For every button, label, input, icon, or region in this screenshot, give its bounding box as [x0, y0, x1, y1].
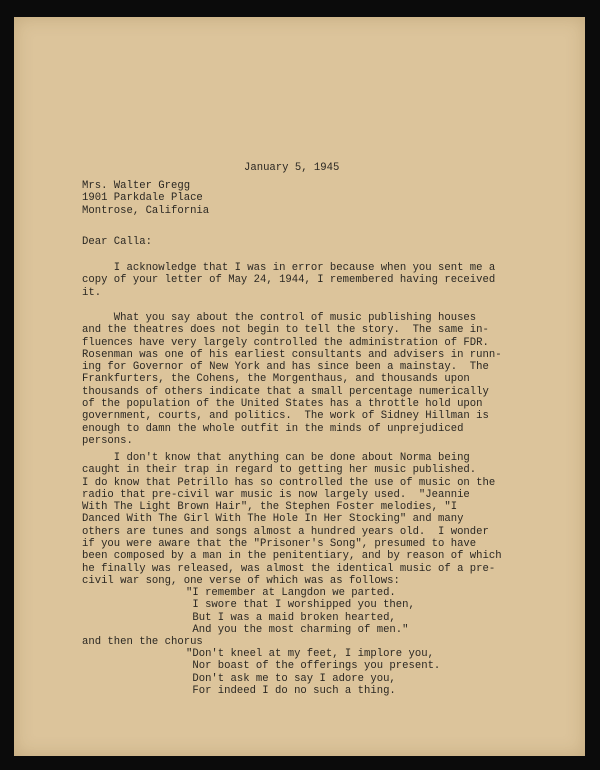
verse-line: Nor boast of the offerings you present. — [186, 660, 441, 673]
text-line: Danced With The Girl With The Hole In Her Stocking" and many — [82, 513, 464, 526]
text-line: fluences have very largely controlled the administration of FDR. — [82, 336, 489, 349]
verse-line: For indeed I do no such a thing. — [186, 684, 396, 697]
letter-date: January 5, 1945 — [244, 162, 340, 174]
text-line: Frankfurters, the Cohens, the Morgenthaus, and thousands upon — [82, 373, 470, 386]
recipient-address — [82, 180, 209, 217]
text-line: he finally was released, was almost the identical music of a pre- — [82, 562, 496, 575]
text-line: if you were aware that the "Prisoner's Song", presumed to have — [82, 538, 477, 551]
paragraph-3 — [82, 452, 502, 587]
paragraph-1 — [82, 262, 495, 299]
verse-line: I swore that I worshipped you then, — [186, 599, 415, 612]
song-verse — [186, 587, 415, 636]
text-line: been composed by a man in the penitentiary, and by reason of which — [82, 550, 502, 563]
text-line: it. — [82, 286, 102, 299]
text-line: persons. — [82, 434, 133, 447]
text-line: I acknowledge that I was in error because when you sent me a — [82, 262, 496, 274]
text-line: Rosenman was one of his earliest consultants and advisers in runn- — [82, 348, 502, 361]
text-line: thousands of others indicate that a small percentage numerically — [82, 385, 489, 398]
text-line: radio that pre-civil war music is now largely used. "Jeannie — [82, 488, 470, 501]
text-line: I don't know that anything can be done about Norma being — [82, 452, 470, 464]
text-line: others are tunes and songs almost a hundred years old. I wonder — [82, 525, 489, 538]
letter-page — [14, 17, 585, 756]
verse-line: "Don't kneel at my feet, I implore you, — [186, 648, 434, 660]
text-line: of the population of the United States has a throttle hold upon — [82, 398, 483, 411]
text-line: enough to damn the whole outfit in the minds of unprejudiced — [82, 422, 464, 435]
verse-line: And you the most charming of men." — [186, 623, 409, 636]
chorus-intro: and then the chorus — [82, 636, 203, 648]
address-line: 1901 Parkdale Place — [82, 192, 203, 205]
text-line: caught in their trap in regard to getting her music published. — [82, 464, 477, 477]
address-line: Montrose, California — [82, 204, 210, 217]
paragraph-2 — [82, 312, 502, 447]
verse-line: Don't ask me to say I adore you, — [186, 672, 396, 685]
verse-line: But I was a maid broken hearted, — [186, 611, 396, 624]
text-line: What you say about the control of music publishing houses — [82, 312, 477, 324]
text-line: With The Light Brown Hair", the Stephen Foster melodies, "I — [82, 501, 458, 514]
verse-line: "I remember at Langdon we parted. — [186, 587, 396, 599]
text-line: copy of your letter of May 24, 1944, I remembered having received — [82, 274, 496, 287]
salutation: Dear Calla: — [82, 236, 152, 248]
song-chorus — [186, 648, 440, 697]
text-line: and the theatres does not begin to tell the story. The same in- — [82, 324, 489, 337]
text-line: I do know that Petrillo has so controlled the use of music on the — [82, 476, 496, 489]
text-line: civil war song, one verse of which was as follows: — [82, 574, 400, 587]
text-line: ing for Governor of New York and has since been a mainstay. The — [82, 361, 489, 374]
text-line: government, courts, and politics. The work of Sidney Hillman is — [82, 410, 489, 423]
address-line: Mrs. Walter Gregg — [82, 180, 191, 192]
